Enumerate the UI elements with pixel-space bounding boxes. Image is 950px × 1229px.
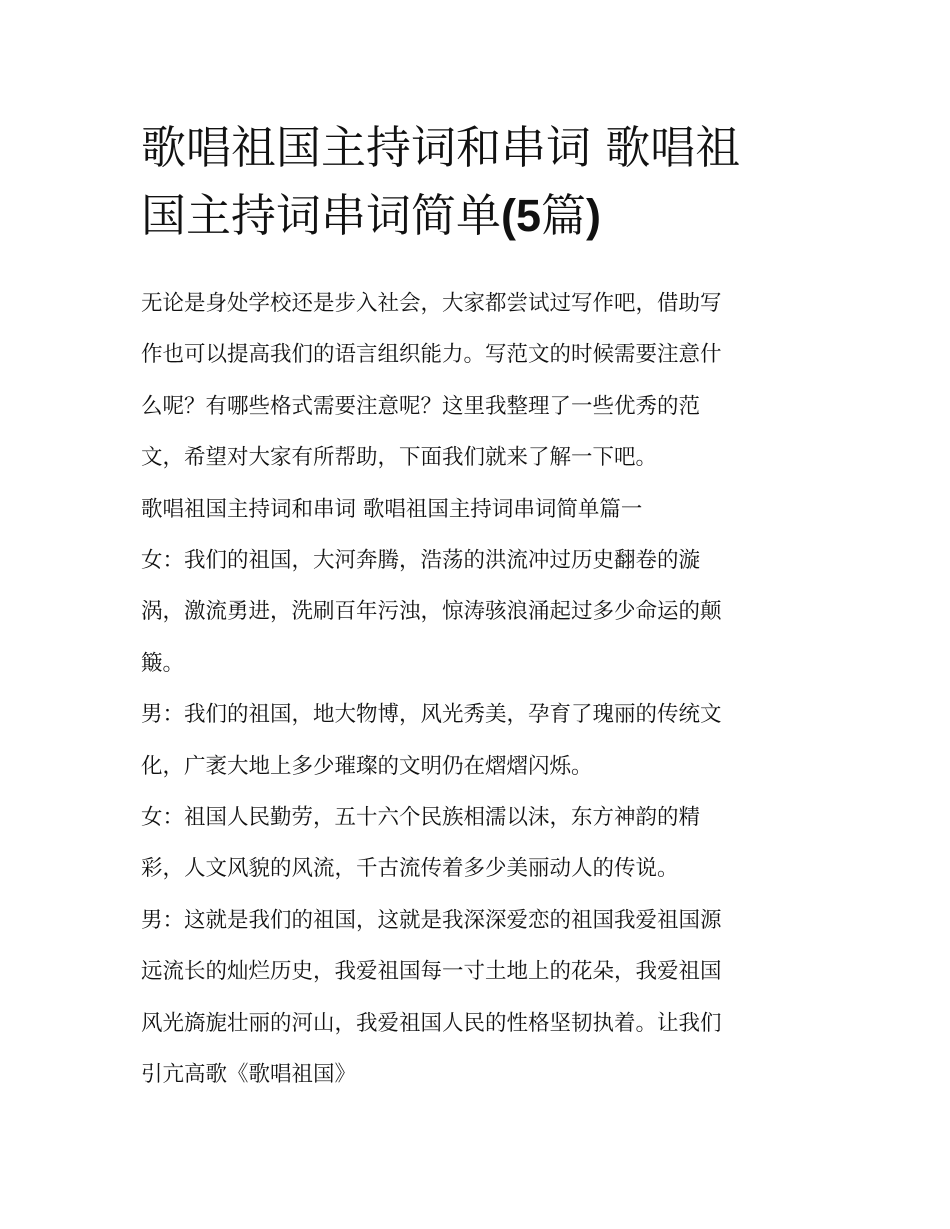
text-line: 女：祖国人民勤劳，五十六个民族相濡以沫，东方神韵的精 [141,805,701,831]
title-line: 歌唱祖国主持词和串词 歌唱祖 [141,121,741,174]
section-heading [141,484,813,535]
intro-paragraph [141,278,813,484]
title-count-open: (5 [501,190,542,241]
text-line: 么呢？有哪些格式需要注意呢？这里我整理了一些优秀的范 [141,393,701,419]
text-line: 作也可以提高我们的语言组织能力。写范文的时候需要注意什 [141,342,722,368]
text-line: 女：我们的祖国，大河奔腾，浩荡的洪流冲过历史翻卷的漩 [141,548,701,574]
text-line: 无论是身处学校还是步入社会，大家都尝试过写作吧，借助写 [141,291,722,316]
text-line: 化，广袤大地上多少璀璨的文明仍在熠熠闪烁。 [141,753,593,779]
text-line: 远流长的灿烂历史，我爱祖国每一寸土地上的花朵，我爱祖国 [141,959,722,985]
text-line: 男：这就是我们的祖国，这就是我深深爱恋的祖国我爱祖国源 [141,907,722,933]
dialogue-paragraph [141,895,813,1101]
title-count-close: ) [586,190,602,241]
text-line: 文，希望对大家有所帮助，下面我们就来了解一下吧。 [141,445,658,471]
text-line: 引亢高歌《歌唱祖国》 [141,1062,357,1088]
title-count-unit: 篇 [541,189,587,242]
title-line [141,182,813,250]
document-title [141,114,813,250]
text-line: 彩，人文风貌的风流，千古流传着多少美丽动人的传说。 [141,856,679,882]
text-line: 簸。 [141,650,185,676]
dialogue-paragraph [141,535,813,689]
dialogue-paragraph [141,792,813,895]
text-line: 歌唱祖国主持词和串词 歌唱祖国主持词串词简单篇一 [141,496,643,522]
title-text: 国主持词串词简单 [141,189,502,242]
text-line: 涡，激流勇进，洗刷百年污浊，惊涛骇浪涌起过多少命运的颠 [141,599,722,625]
text-line: 男：我们的祖国，地大物博，风光秀美，孕育了瑰丽的传统文 [141,702,722,728]
document-body [141,278,813,1101]
dialogue-paragraph [141,689,813,792]
text-line: 风光旖旎壮丽的河山，我爱祖国人民的性格坚韧执着。让我们 [141,1010,722,1036]
document-page [141,114,813,1101]
